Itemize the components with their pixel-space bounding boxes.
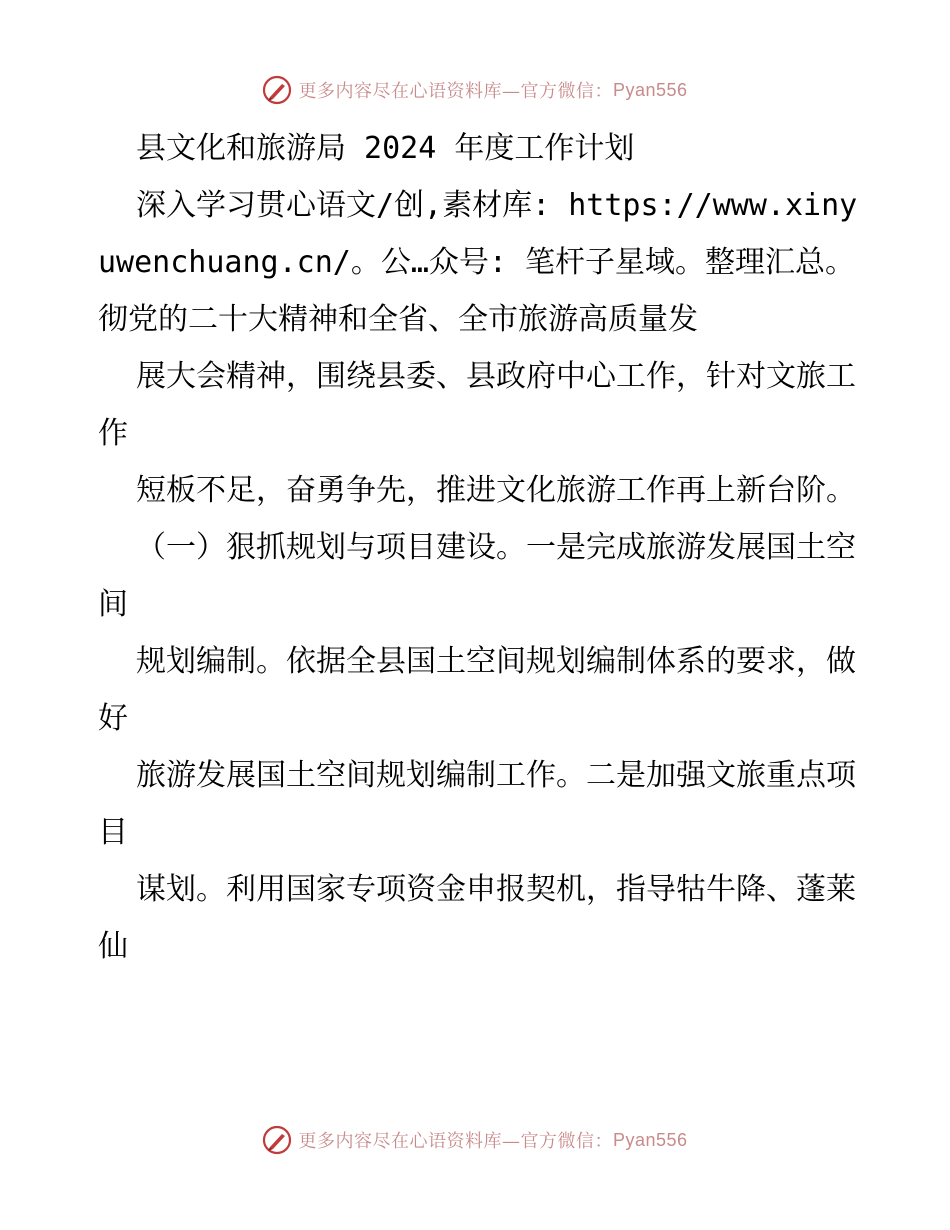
watermark-handle: Pyan556 (612, 1129, 688, 1150)
watermark-text: 更多内容尽在心语资料库—官方微信： (298, 81, 613, 102)
footer-watermark (0, 1120, 950, 1160)
watermark-text: 更多内容尽在心语资料库—官方微信： (298, 1131, 613, 1152)
paragraph: 短板不足，奋勇争先，推进文化旅游工作再上新台阶。 (136, 473, 856, 508)
paragraph: 规划编制。依据全县国土空间规划编制体系的要求，做好 (98, 644, 856, 736)
paragraph: （一）狠抓规划与项目建设。一是完成旅游发展国土空间 (98, 530, 856, 622)
paragraph: 深入学习贯心语文/创,素材库: https://www.xinyuwenchuang.cn/。公…众号: 笔杆子星域。整理汇总。彻党的二十大精神和全省、全市旅游高质量发 (98, 188, 858, 337)
document-body (98, 120, 858, 975)
paragraph: 展大会精神，围绕县委、县政府中心工作，针对文旅工作 (98, 359, 856, 451)
quill-pen-logo-icon (262, 1125, 292, 1155)
header-watermark (0, 70, 950, 110)
paragraph: 谋划。利用国家专项资金申报契机，指导牯牛降、蓬莱仙 (98, 872, 856, 964)
watermark-handle: Pyan556 (612, 79, 688, 100)
document-title: 县文化和旅游局 2024 年度工作计划 (136, 131, 635, 166)
paragraph: 旅游发展国土空间规划编制工作。二是加强文旅重点项目 (98, 758, 856, 850)
quill-pen-logo-icon (262, 75, 292, 105)
